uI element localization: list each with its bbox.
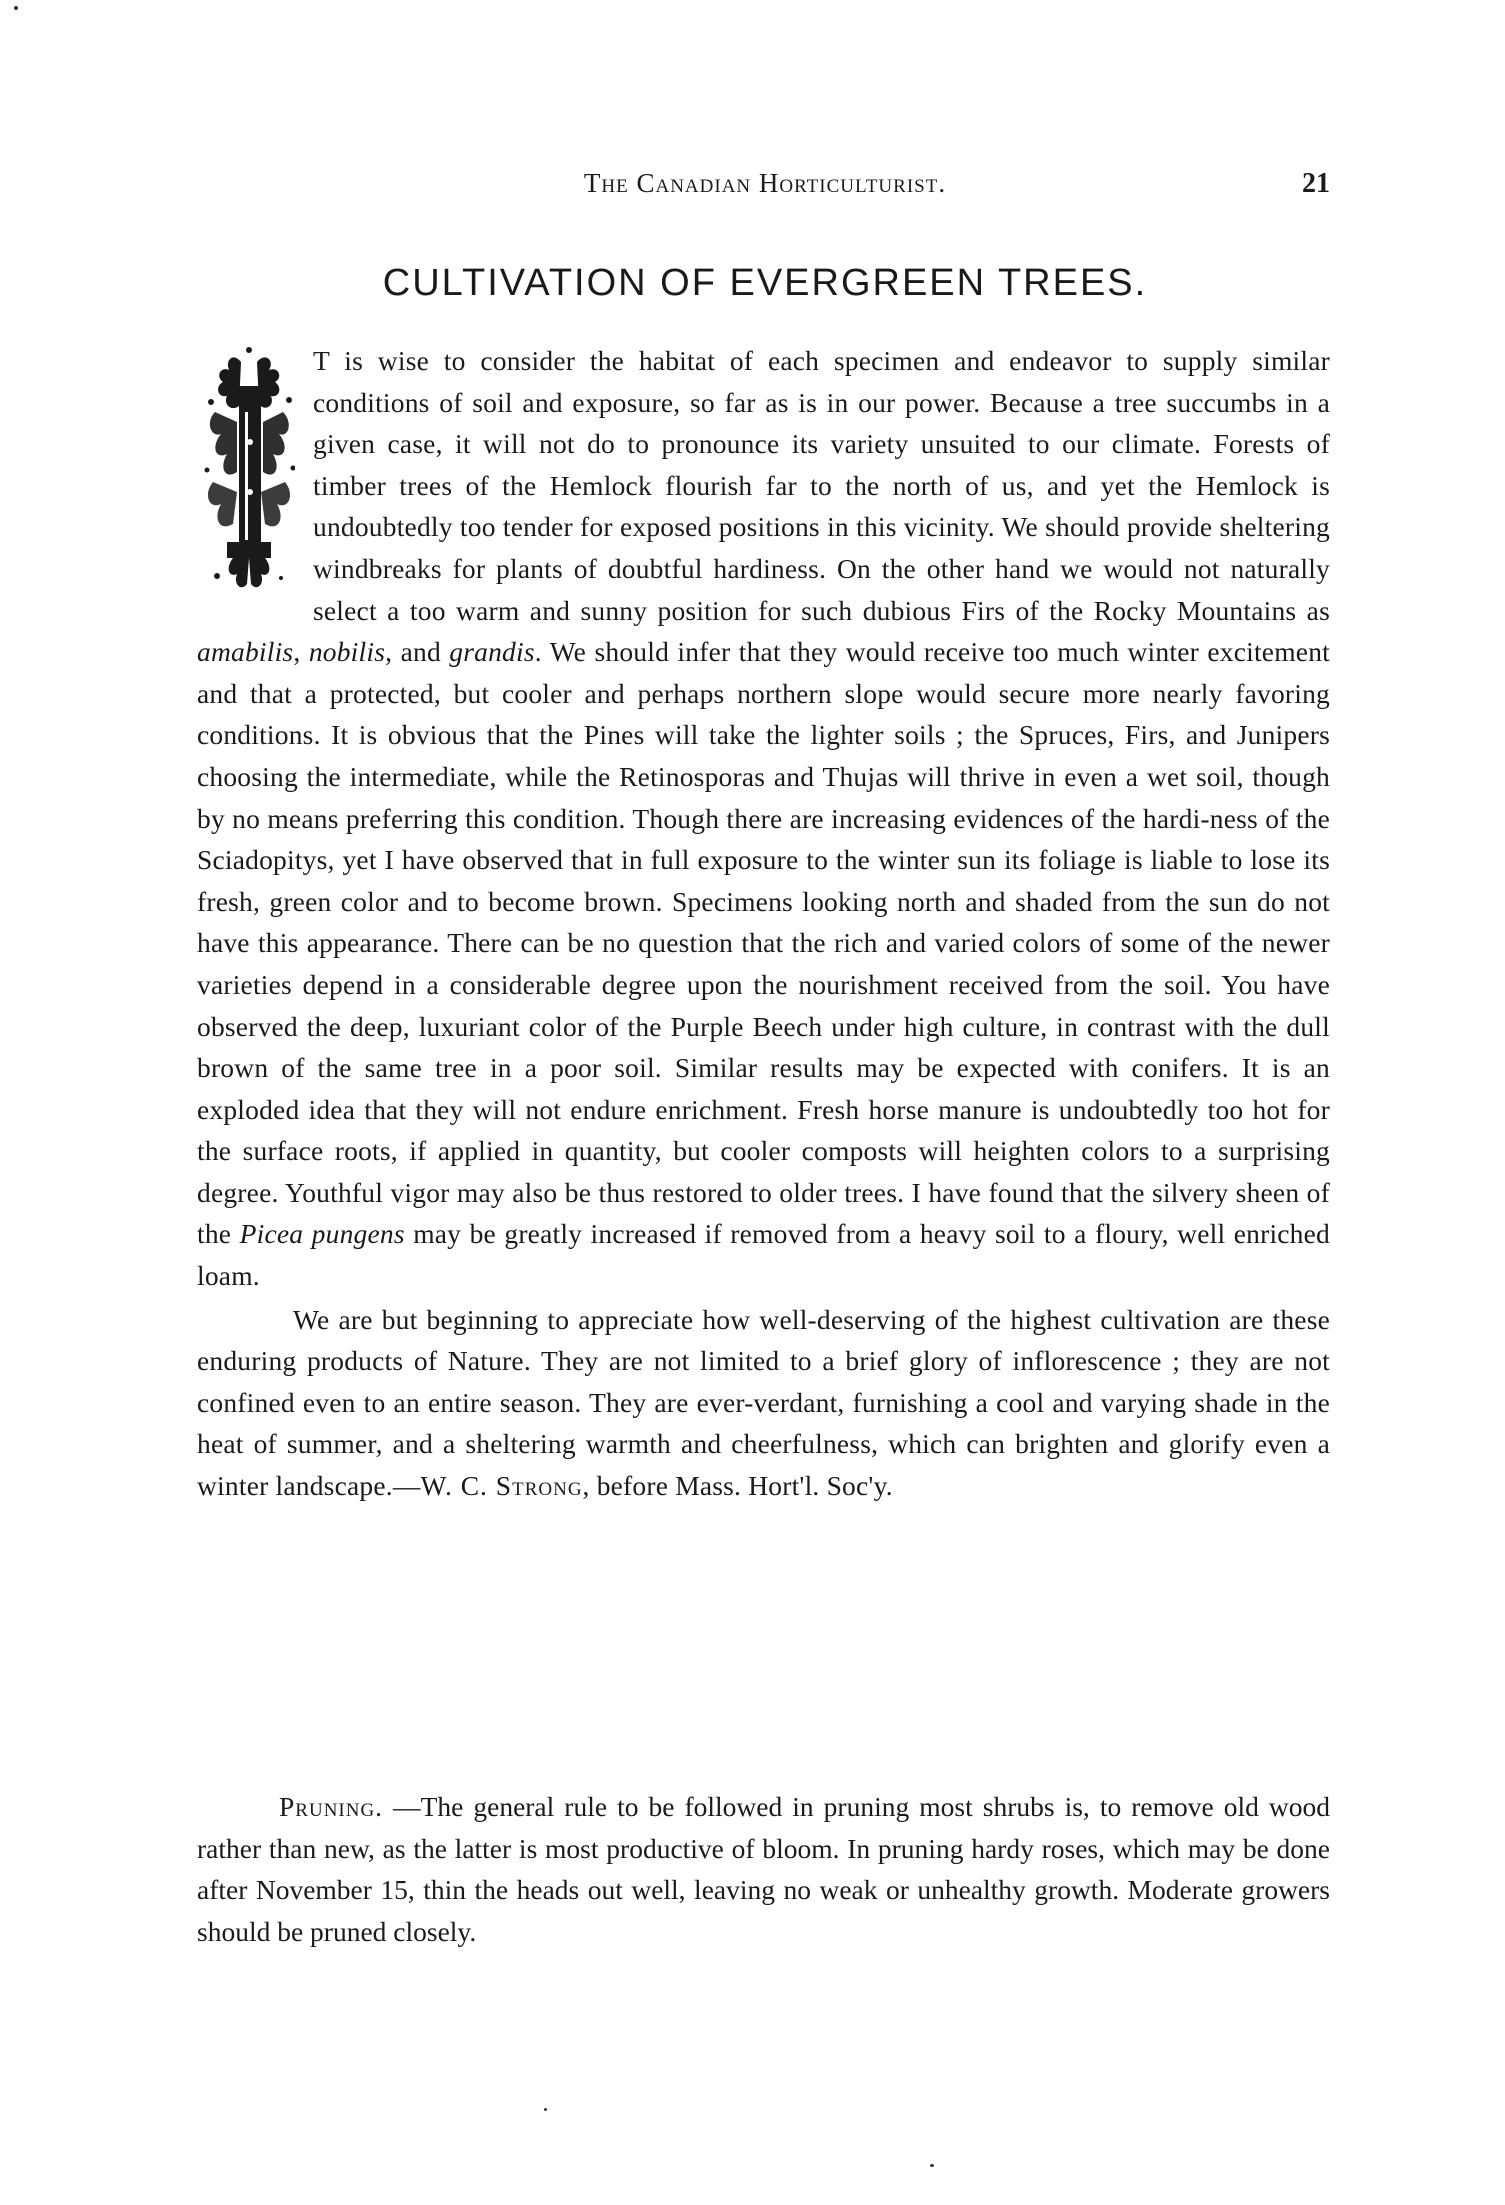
scan-speck xyxy=(14,6,18,10)
separator: , xyxy=(293,636,309,668)
paragraph-1-text-b: . We should infer that they would receive too much winter excitement and that a protected, but cooler and perhaps northern slope would secure more nearly favoring conditions. It is obvious that the Pines will take the lighter soils ; the Spruces, Firs, and Junipers choosing the intermediate, while the Retinosporas and Thujas will thrive in even a wet soil, though by no means preferring this condition. Though there are increasing evidences of the hardi-ness of the Sciadopitys, yet I have observed that in full exposure to the winter sun its foliage is liable to lose its fresh, green color and to become brown. Specimens looking north and shaded from the sun do not have this appearance. There can be no question that the rich and varied colors of some of the newer varieties depend in a considerable degree upon the nourishment received from the soil. You have observed the deep, luxuriant color of the Purple Beech under high culture, in contrast with the dull brown of the same tree in a poor soil. Similar results may be expected with conifers. It is an exploded idea that they will not endure enrichment. Fresh horse manure is undoubtedly too hot for the surface roots, if applied in quantity, but cooler composts will heighten colors to a surprising degree. Youthful vigor may also be thus restored to older trees. I have found that the silvery sheen of the xyxy=(197,636,1330,1250)
paragraph-2-text: We are but beginning to appreciate how well-deserving of the highest cultivation are these enduring products of Nature. They are not limited to a brief glory of inflorescence ; they are not confined even to an entire season. They are ever-verdant, furnishing a cool and varying shade in the heat of summer, and a sheltering warmth and cheerfulness, which can brighten and glorify even a winter landscape.— xyxy=(197,1303,1330,1502)
article-title: CULTIVATION OF EVERGREEN TREES. xyxy=(382,262,1148,304)
species-name: Picea pungens xyxy=(239,1218,405,1250)
source-attribution: , before Mass. Hort'l. Soc'y. xyxy=(582,1470,893,1502)
pruning-note xyxy=(197,1786,1330,1952)
article-paragraph-2 xyxy=(197,1299,1330,1507)
paragraph-1-text-a: T is wise to consider the habitat of each specimen and endeavor to supply similar conditions of soil and exposure, so far as is in our power. Because a tree succumbs in a given case, it will not do to pronounce its variety unsuited to our climate. Forests of timber trees of the Hemlock flourish far to the north of us, and yet the Hemlock is undoubtedly too tender for exposed positions in this vicinity. We should provide sheltering windbreaks for plants of doubtful hardiness. On the other hand we would not naturally select a too warm and sunny position for such dubious Firs of the Rocky Mountains as xyxy=(313,345,1330,626)
drop-cap-letter xyxy=(203,342,295,600)
article-paragraph-1 xyxy=(197,340,1330,1297)
separator: , and xyxy=(385,636,450,668)
ornamental-drop-cap xyxy=(203,342,295,600)
journal-title: The Canadian Horticulturist. xyxy=(583,168,947,198)
note-text: —The general rule to be followed in pruning most shrubs is, to remove old wood rather than new, as the latter is most productive of bloom. In pruning hardy roses, which may be done after November 15, thin the heads out well, leaving no weak or unhealthy growth. Moderate growers should be pruned closely. xyxy=(197,1791,1330,1947)
article-body xyxy=(197,340,1330,1507)
scan-speck xyxy=(544,2108,547,2111)
species-name: grandis xyxy=(449,636,535,668)
paragraph-1-text-c: may be greatly increased if removed from a heavy soil to a floury, well enriched loam. xyxy=(197,1218,1330,1292)
species-name: nobilis xyxy=(308,636,386,668)
running-head xyxy=(200,168,1330,208)
scan-speck xyxy=(930,2164,934,2167)
page-number: 21 xyxy=(1302,168,1330,199)
author-name: W. C. Strong xyxy=(420,1470,583,1502)
species-name: amabilis xyxy=(197,636,294,668)
note-label: Pruning. xyxy=(279,1791,384,1822)
